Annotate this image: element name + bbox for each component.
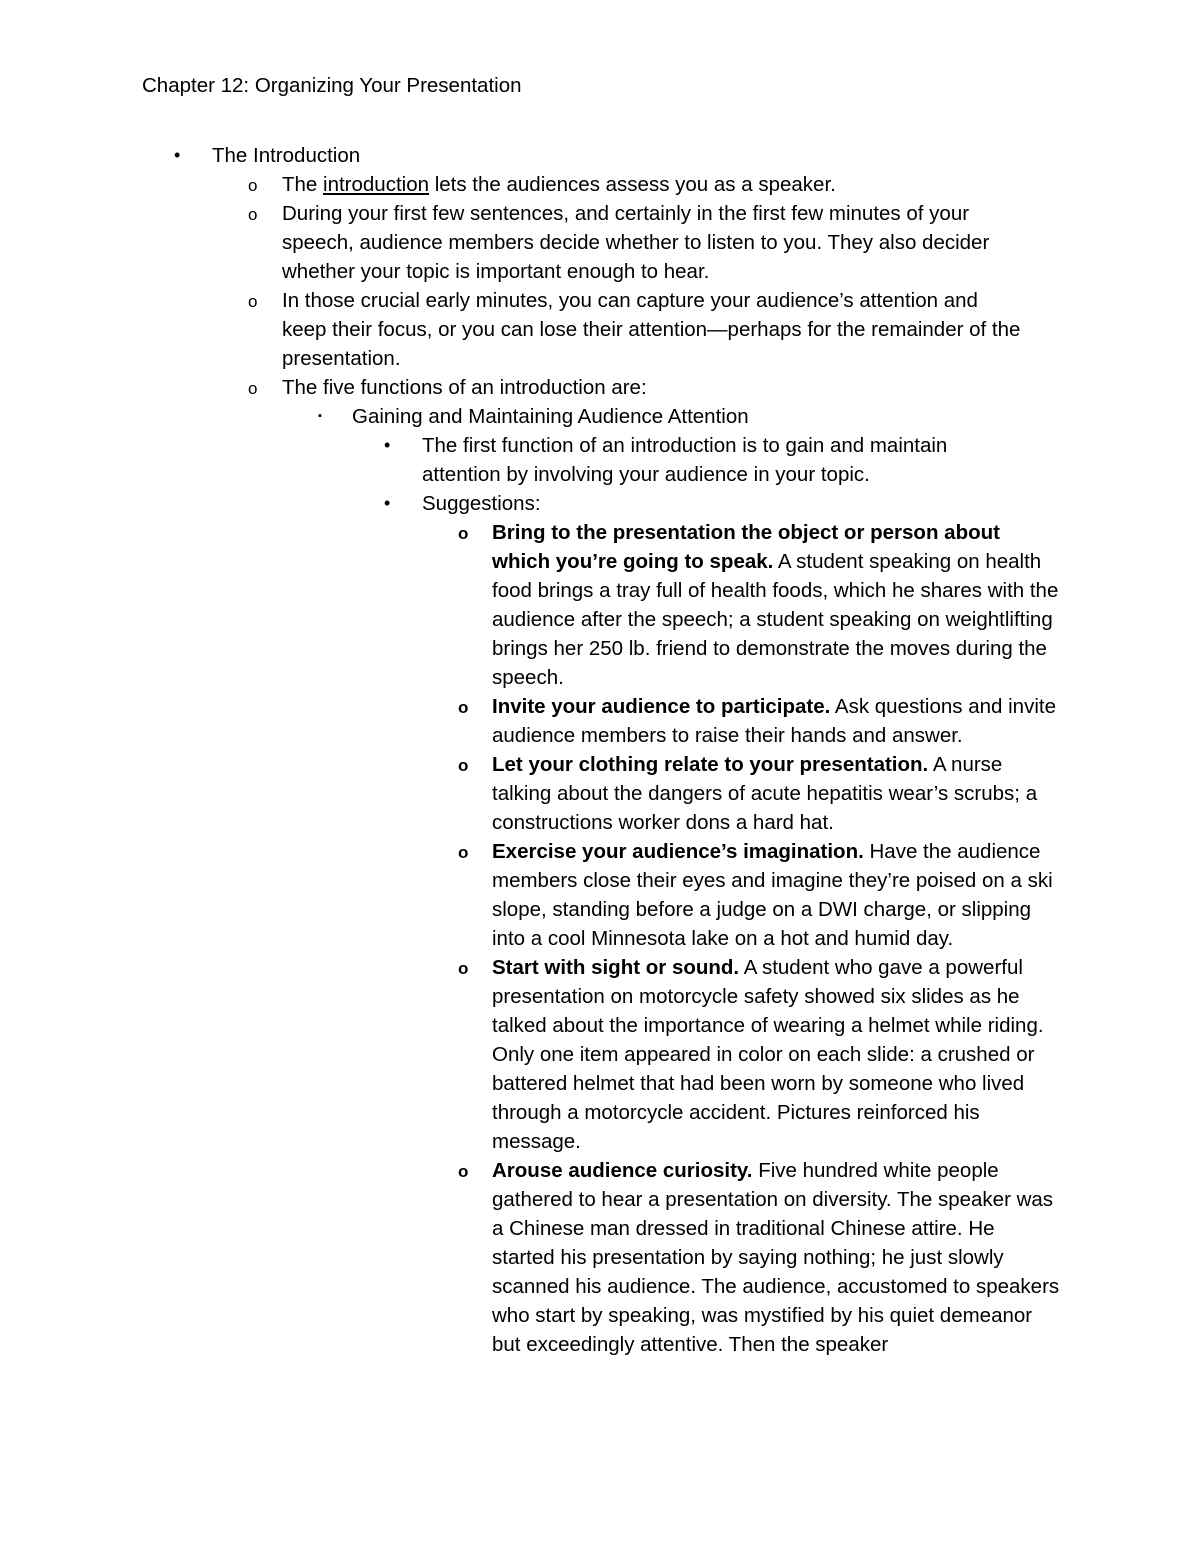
suggestion-title: Arouse audience curiosity.	[492, 1159, 753, 1182]
list-item	[248, 373, 1072, 1359]
suggestion-text	[492, 837, 1062, 953]
point-text-pre: The	[282, 173, 324, 196]
bullet-circle-icon: o	[458, 1162, 469, 1181]
list-item	[248, 286, 1072, 373]
point-text: The five functions of an introduction are:	[282, 376, 647, 399]
suggestion-text	[492, 953, 1062, 1156]
point-text: During your first few sentences, and certainly in the first few minutes of your speech, audience members decide whether to listen to you. They also decider whether your topic is important enough to hear.	[282, 202, 990, 283]
suggestion-item	[458, 953, 1072, 1156]
section-heading: The Introduction	[212, 144, 361, 167]
bullet-circle-icon: o	[248, 205, 258, 224]
list-item	[318, 402, 1072, 1359]
sublist-functions	[282, 402, 1072, 1359]
suggestion-text	[492, 1156, 1062, 1359]
sublist-suggestions	[422, 518, 1072, 1359]
page-title: Chapter 12: Organizing Your Presentation	[142, 74, 522, 97]
list-item	[384, 489, 1072, 1359]
suggestion-title: Let your clothing relate to your presentation.	[492, 753, 929, 776]
suggestion-body: Five hundred white people gathered to hear a presentation on diversity. The speaker was a Chinese man dressed in traditional Chinese attire. He started his presentation by saying nothing; he just slowly scanned his audience. The audience, accustomed to speakers who start by speaking, was mystified by his quiet demeanor but exceedingly attentive. Then the speaker	[492, 1159, 1060, 1356]
suggestion-text	[492, 518, 1062, 692]
suggestion-title: Invite your audience to participate.	[492, 695, 831, 718]
bullet-disc-icon: •	[174, 145, 181, 165]
suggestion-text	[492, 750, 1062, 837]
suggestion-body: A student speaking on health food brings a tray full of health foods, which he shares with the audience after the speech; a student speaking on weightlifting brings her 250 lb. friend to demonstrate the moves during the speech.	[492, 550, 1059, 689]
bullet-circle-icon: o	[248, 176, 258, 195]
suggestion-title: Exercise your audience’s imagination.	[492, 840, 864, 863]
bullet-circle-icon: o	[458, 698, 469, 717]
suggestion-item	[458, 1156, 1072, 1359]
point-text-post: lets the audiences assess you as a speaker.	[429, 173, 836, 196]
suggestion-title: Start with sight or sound.	[492, 956, 740, 979]
point-text	[282, 170, 1027, 199]
list-item	[248, 170, 1072, 199]
bullet-circle-icon: o	[458, 959, 469, 978]
suggestion-body: A student who gave a powerful presentation on motorcycle safety showed six slides as he talked about the importance of wearing a helmet while riding. Only one item appeared in color on each slide: a crushed or battered helmet that had been worn by someone who lived through a motorcycle accident. Pictures reinforced his message.	[492, 956, 1044, 1153]
bullet-square-icon: ▪	[318, 410, 322, 422]
sublist-points	[212, 170, 1072, 1359]
outline-list	[174, 141, 1072, 1359]
bullet-circle-icon: o	[458, 524, 469, 543]
bullet-circle-icon: o	[458, 843, 469, 862]
suggestion-text	[492, 692, 1062, 750]
suggestion-body: A nurse talking about the dangers of acute hepatitis wear’s scrubs; a constructions worker dons a hard hat.	[492, 753, 1038, 834]
function-description: The first function of an introduction is to gain and maintain attention by involving your audience in your topic.	[422, 434, 948, 486]
bullet-circle-icon: o	[458, 756, 469, 775]
suggestion-item	[458, 750, 1072, 837]
sublist-function-details	[352, 431, 1072, 1359]
suggestion-title: Bring to the presentation the object or person about which you’re going to speak.	[492, 521, 1000, 573]
list-item	[174, 141, 1072, 1359]
suggestion-item	[458, 692, 1072, 750]
bullet-disc-icon: •	[384, 493, 391, 513]
list-item	[384, 431, 1072, 489]
list-item	[248, 199, 1072, 286]
suggestion-body: Have the audience members close their eyes and imagine they’re poised on a ski slope, standing before a judge on a DWI charge, or slipping into a cool Minnesota lake on a hot and humid day.	[492, 840, 1053, 950]
suggestion-item	[458, 837, 1072, 953]
function-heading: Gaining and Maintaining Audience Attention	[352, 405, 749, 428]
suggestions-label: Suggestions:	[422, 492, 541, 515]
bullet-circle-icon: o	[248, 292, 258, 311]
suggestion-body: Ask questions and invite audience members to raise their hands and answer.	[492, 695, 1056, 747]
bullet-disc-icon: •	[384, 435, 391, 455]
point-text: In those crucial early minutes, you can capture your audience’s attention and keep their focus, or you can lose their attention—perhaps for the remainder of the presentation.	[282, 289, 1021, 370]
suggestion-item	[458, 518, 1072, 692]
underlined-term: introduction	[323, 173, 430, 196]
bullet-circle-icon: o	[248, 379, 258, 398]
